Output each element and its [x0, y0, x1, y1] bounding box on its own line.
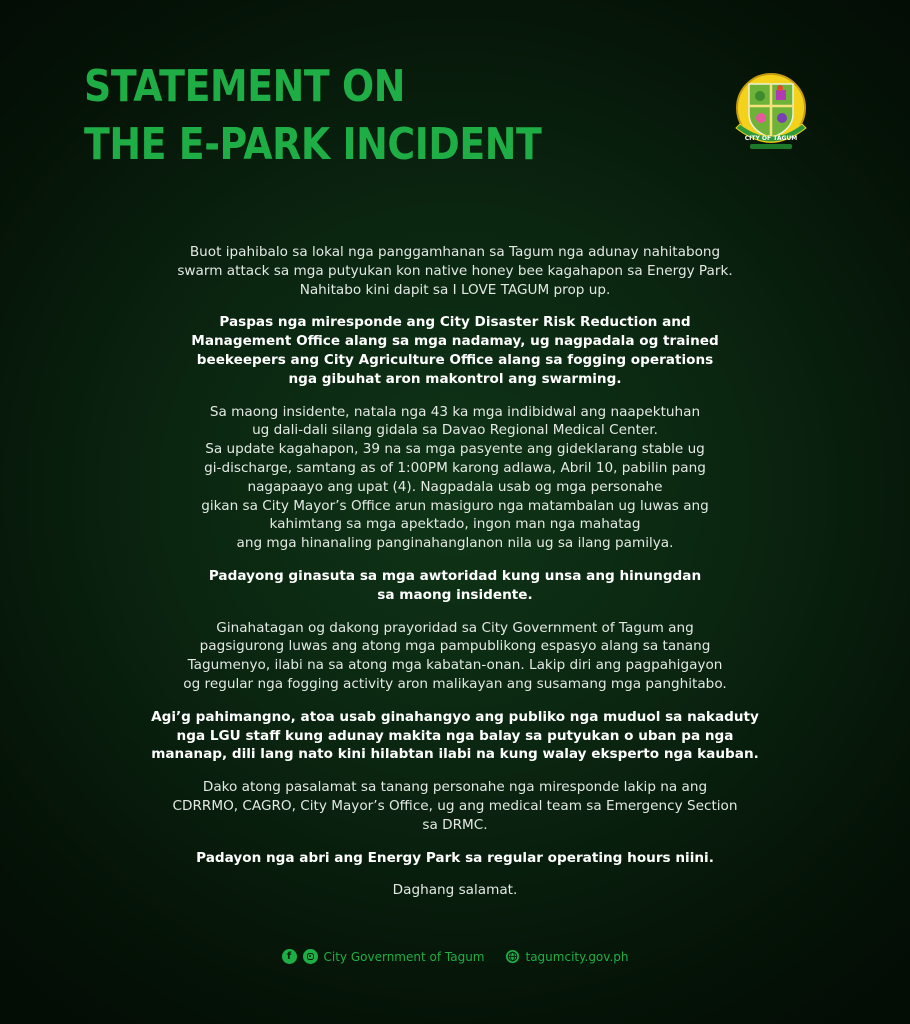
- city-seal-logo: [728, 70, 814, 154]
- paragraph-line: Daghang salamat.: [392, 882, 518, 899]
- statement-paragraph: [140, 778, 770, 834]
- statement-paragraph: [140, 849, 770, 868]
- paragraph-line: Sa update kagahapon, 39 na sa mga pasyente ang gideklarang stable ug: [205, 441, 705, 458]
- paragraph-line: Paspas nga miresponde ang City Disaster Risk Reduction and: [219, 314, 691, 331]
- paragraph-line: Padayon nga abri ang Energy Park sa regular operating hours niini.: [196, 849, 714, 866]
- statement-paragraph: [140, 881, 770, 900]
- paragraph-line: mananap, dili lang nato kini hilabtan ilabi na kung walay eksperto nga kauban.: [151, 746, 759, 763]
- statement-paragraph: [140, 313, 770, 388]
- instagram-icon[interactable]: [303, 949, 318, 964]
- globe-icon: [505, 949, 520, 964]
- statement-title: [84, 58, 541, 174]
- paragraph-line: CDRRMO, CAGRO, City Mayor’s Office, ug ang medical team sa Emergency Section: [172, 797, 738, 814]
- paragraph-line: Buot ipahibalo sa lokal nga panggamhanan sa Tagum nga adunay nahitabong: [189, 244, 721, 260]
- paragraph-line: gi-discharge, samtang as of 1:00PM karong adlawa, Abril 10, pabilin pang: [204, 459, 706, 476]
- paragraph-line: ug dali-dali silang gidala sa Davao Regional Medical Center.: [252, 422, 658, 439]
- facebook-icon[interactable]: f: [282, 949, 297, 964]
- footer-website[interactable]: tagumcity.gov.ph: [525, 949, 629, 964]
- statement-paragraph: [140, 708, 770, 764]
- paragraph-line: gikan sa City Mayor’s Office arun masiguro nga matambalan ug luwas ang: [201, 497, 709, 514]
- paragraph-line: nagapaayo ang upat (4). Nagpadala usab og mga personahe: [247, 478, 663, 495]
- statement-paragraph: [140, 243, 770, 299]
- paragraph-line: sa DRMC.: [422, 816, 488, 833]
- paragraph-line: pagsigurong luwas ang atong mga pampublikong espasyo alang sa tanang: [199, 638, 711, 655]
- seal-text: CITY OF TAGUM: [744, 135, 798, 142]
- paragraph-line: beekeepers ang City Agriculture Office alang sa fogging operations: [196, 351, 714, 368]
- paragraph-line: Agi’g pahimangno, atoa usab ginahangyo ang publiko nga muduol sa nakaduty: [151, 708, 759, 725]
- paragraph-line: Tagumenyo, ilabi na sa atong mga kabatan-onan. Lakip diri ang pagpahigayon: [187, 657, 723, 674]
- paragraph-line: Sa maong insidente, natala nga 43 ka mga indibidwal ang naapektuhan: [209, 403, 701, 420]
- statement-paragraph: [140, 619, 770, 694]
- paragraph-line: Nahitabo kini dapit sa I LOVE TAGUM prop up.: [299, 281, 611, 298]
- paragraph-line: Management Office alang sa mga nadamay, ug nagpadala og trained: [191, 333, 719, 350]
- statement-paragraph: [140, 567, 770, 605]
- paragraph-line: Padayong ginasuta sa mga awtoridad kung unsa ang hinungdan: [208, 567, 702, 584]
- statement-paragraph: [140, 403, 770, 553]
- footer-org-name[interactable]: City Government of Tagum: [323, 949, 485, 964]
- paragraph-line: ang mga hinanaling panginahanglanon nila ug sa ilang pamilya.: [236, 535, 674, 552]
- paragraph-line: kahimtang sa mga apektado, ingon man nga mahatag: [269, 516, 641, 533]
- paragraph-line: swarm attack sa mga putyukan kon native honey bee kagahapon sa Energy Park.: [177, 262, 733, 279]
- statement-body: [140, 243, 770, 914]
- paragraph-line: Ginahatagan og dakong prayoridad sa City Government of Tagum ang: [216, 619, 694, 636]
- footer: [0, 949, 910, 964]
- paragraph-line: nga gibuhat aron makontrol ang swarming.: [288, 370, 622, 387]
- title-line-2: THE E-PARK INCIDENT: [84, 119, 542, 170]
- paragraph-line: og regular nga fogging activity aron malikayan ang susamang mga panghitabo.: [183, 675, 727, 692]
- paragraph-line: Dako atong pasalamat sa tanang personahe nga miresponde lakip na ang: [202, 779, 708, 796]
- title-line-1: STATEMENT ON: [84, 61, 405, 112]
- paragraph-line: nga LGU staff kung adunay makita nga balay sa putyukan o uban pa nga: [176, 727, 734, 744]
- paragraph-line: sa maong insidente.: [377, 586, 533, 603]
